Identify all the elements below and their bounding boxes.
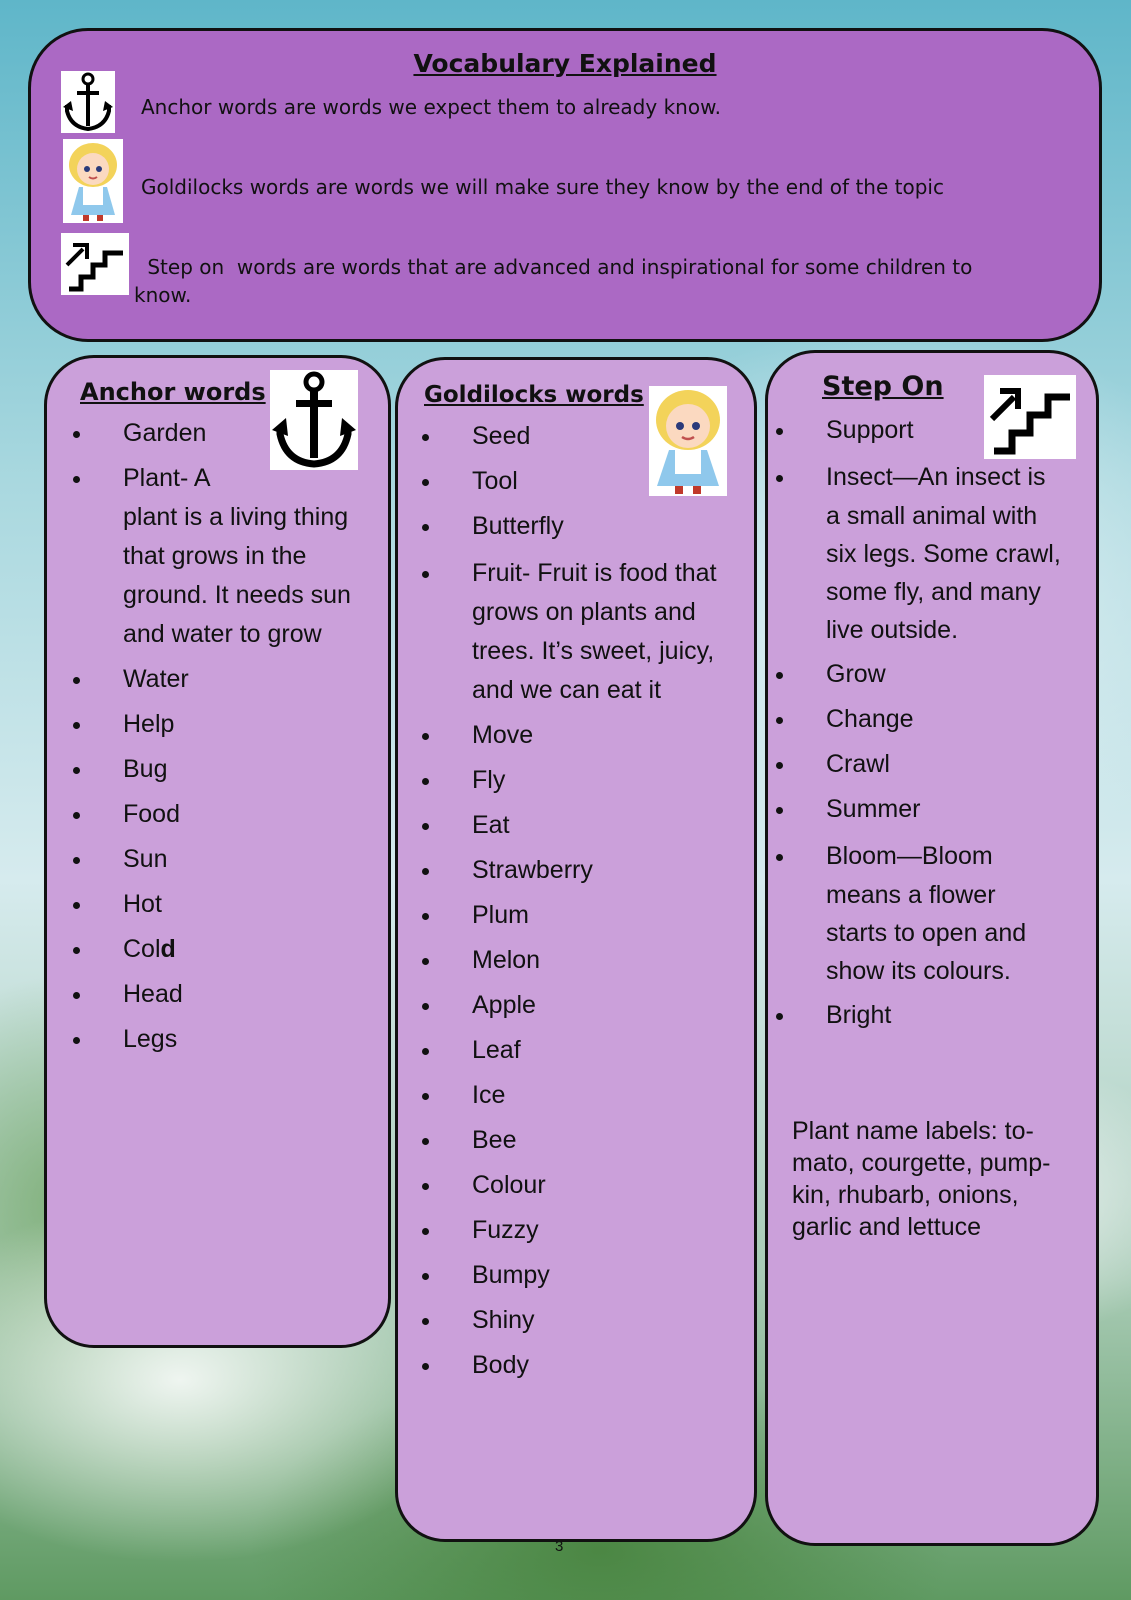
list-item: Head <box>123 975 351 1014</box>
note-line: garlic and lettuce <box>792 1213 982 1241</box>
list-item: Grow <box>826 655 1061 694</box>
list-item: Sun <box>123 840 351 879</box>
anchor-icon <box>61 71 115 133</box>
plant-name-labels-note <box>792 1115 1082 1243</box>
goldilocks-words-title: Goldilocks words <box>424 382 644 408</box>
list-item: Move <box>472 716 717 755</box>
list-item: Ice <box>472 1076 717 1115</box>
list-item-continuation: live outside. <box>826 616 959 644</box>
list-item-bold-letter: d <box>160 935 176 963</box>
list-item: Legs <box>123 1020 351 1059</box>
anchor-words-title: Anchor words <box>80 378 266 406</box>
anchor-description: Anchor words are words we expect them to already know. <box>141 95 721 119</box>
list-item: Support <box>826 411 1061 450</box>
list-item: Help <box>123 705 351 744</box>
list-item-continuation: a small animal with <box>826 502 1038 530</box>
list-item-continuation: ground. It needs sun <box>123 581 351 609</box>
list-item: Water <box>123 660 351 699</box>
list-item: Shiny <box>472 1301 717 1340</box>
note-line: Plant name labels: to- <box>792 1117 1034 1145</box>
stairs-arrow-icon <box>61 233 129 295</box>
list-item: Bug <box>123 750 351 789</box>
step-on-words-column <box>765 350 1099 1546</box>
list-item: Leaf <box>472 1031 717 1070</box>
list-item: Fly <box>472 761 717 800</box>
list-item: Body <box>472 1346 717 1385</box>
list-item: Change <box>826 700 1061 739</box>
list-item-continuation: some fly, and many <box>826 578 1041 606</box>
list-item: Plum <box>472 896 717 935</box>
list-item: Bumpy <box>472 1256 717 1295</box>
list-item-continuation: means a flower <box>826 881 996 909</box>
goldilocks-word-list <box>472 417 717 1391</box>
note-line: mato, courgette, pump- <box>792 1149 1051 1177</box>
list-item: Hot <box>123 885 351 924</box>
list-item: Colour <box>472 1166 717 1205</box>
note-line: kin, rhubarb, onions, <box>792 1181 1019 1209</box>
list-item: Butterfly <box>472 507 717 546</box>
list-item-continuation: starts to open and <box>826 919 1027 947</box>
list-item: Plant- A <box>123 459 351 498</box>
anchor-word-list <box>123 414 351 1065</box>
list-item: Fuzzy <box>472 1211 717 1250</box>
list-item: Garden <box>123 414 351 453</box>
list-item-continuation: plant is a living thing <box>123 503 349 531</box>
list-item: Summer <box>826 790 1061 829</box>
list-item-continuation: and we can eat it <box>472 676 662 704</box>
list-item-continuation: trees. It’s sweet, juicy, <box>472 637 715 665</box>
page-number: 3 <box>555 1538 564 1555</box>
anchor-words-column <box>44 355 391 1348</box>
goldilocks-words-column <box>395 357 757 1542</box>
list-item-continuation: grows on plants and <box>472 598 696 626</box>
panel-title: Vocabulary Explained <box>413 49 717 78</box>
list-item <box>123 930 351 969</box>
list-item-continuation: show its colours. <box>826 957 1011 985</box>
step-on-title: Step On <box>822 371 944 402</box>
vocabulary-explained-panel <box>28 28 1102 342</box>
list-item: Strawberry <box>472 851 717 890</box>
list-item: Eat <box>472 806 717 845</box>
list-item: Bright <box>826 996 1061 1035</box>
list-item-text: Col <box>123 935 161 963</box>
stepon-description-line2: know. <box>134 283 192 307</box>
goldilocks-description: Goldilocks words are words we will make sure they know by the end of the topic <box>141 175 944 199</box>
list-item: Tool <box>472 462 717 501</box>
list-item: Bloom—Bloom <box>826 837 1061 876</box>
list-item: Apple <box>472 986 717 1025</box>
list-item: Bee <box>472 1121 717 1160</box>
list-item: Melon <box>472 941 717 980</box>
step-on-word-list <box>826 411 1061 1041</box>
goldilocks-girl-icon <box>63 139 123 223</box>
list-item: Seed <box>472 417 717 456</box>
list-item-continuation: and water to grow <box>123 620 322 648</box>
stepon-description-line1: Step on words are words that are advanced and inspirational for some children to <box>141 255 973 279</box>
list-item: Fruit- Fruit is food that <box>472 554 717 593</box>
list-item-continuation: that grows in the <box>123 542 307 570</box>
list-item-continuation: six legs. Some crawl, <box>826 540 1061 568</box>
list-item: Crawl <box>826 745 1061 784</box>
list-item: Insect—An insect is <box>826 458 1061 497</box>
list-item: Food <box>123 795 351 834</box>
